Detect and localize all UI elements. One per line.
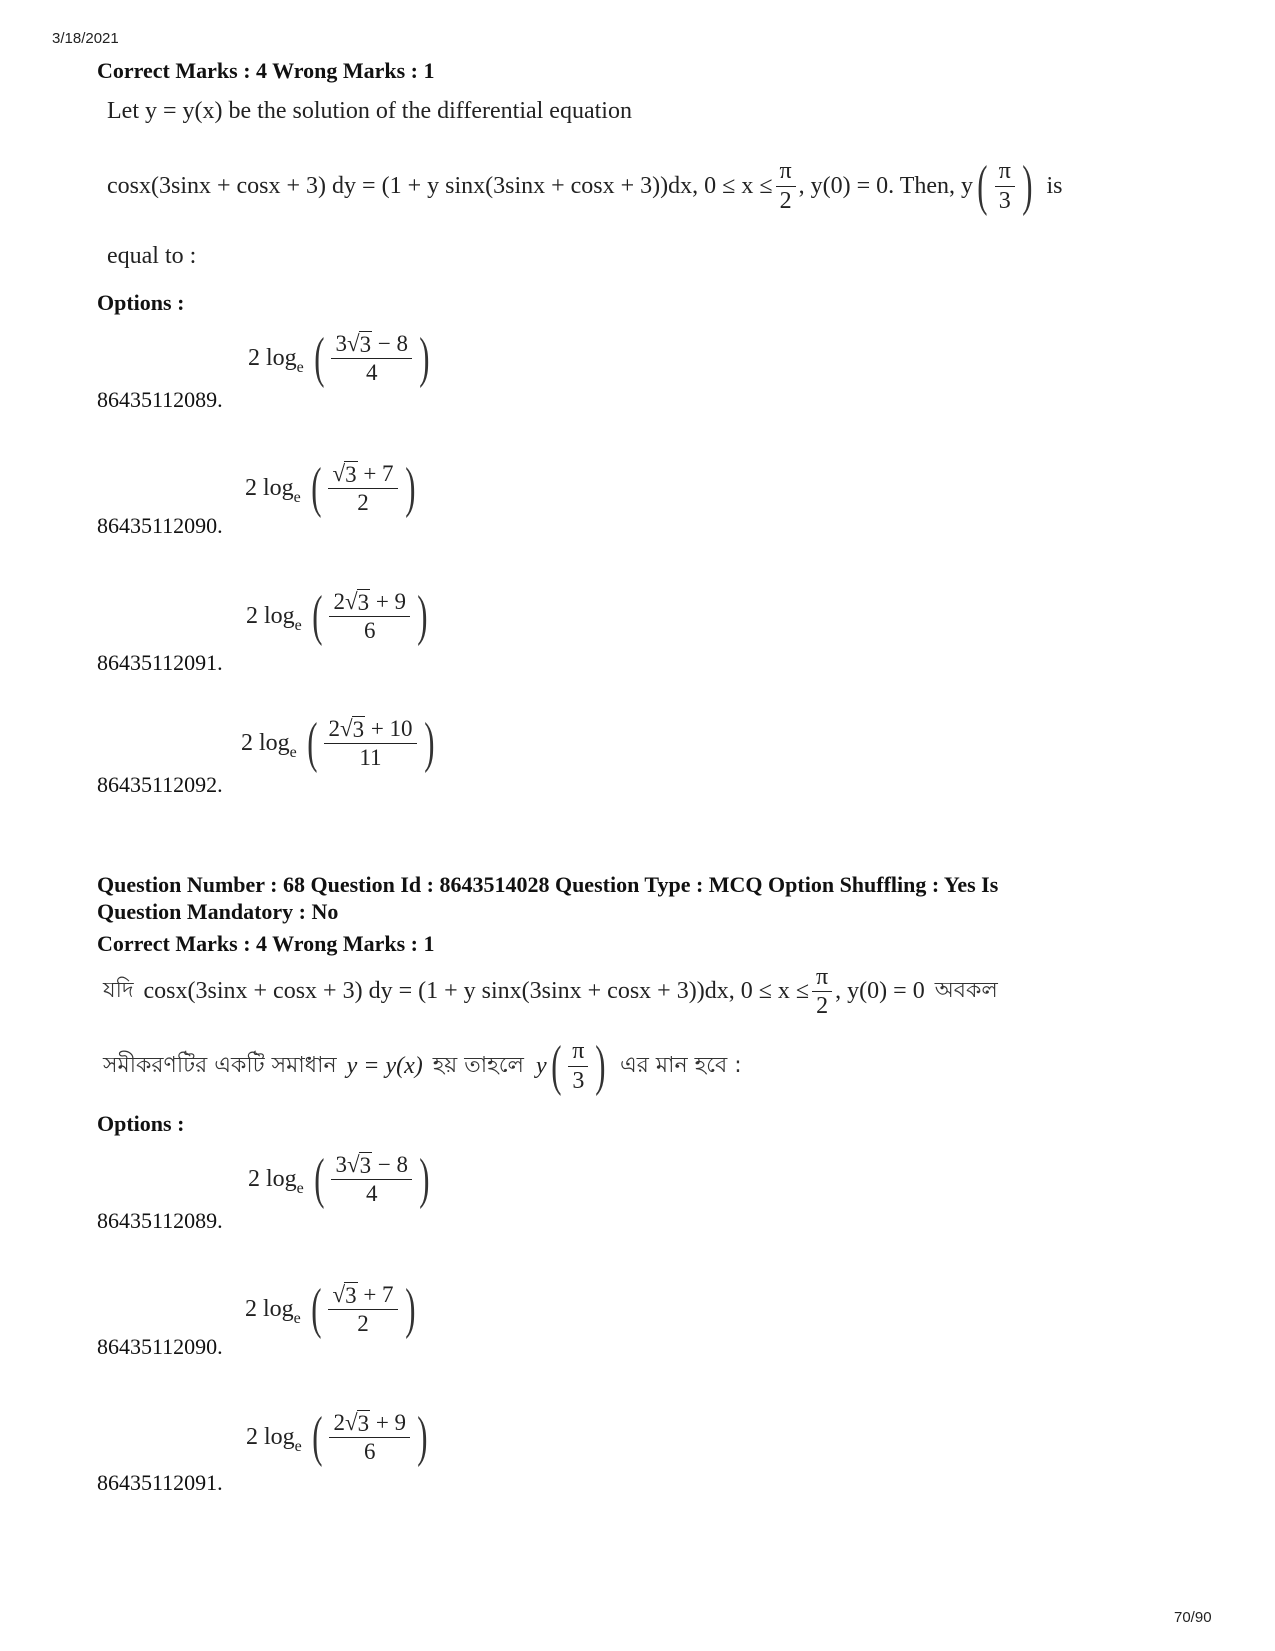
q68-option-3-expression — [246, 1406, 432, 1468]
right-paren: ) — [417, 585, 428, 647]
left-paren: ( — [313, 327, 325, 389]
option-fraction — [331, 1152, 412, 1207]
sqrt-icon: √ 3 — [344, 1409, 370, 1436]
q67-eq-cond: , y(0) = 0. Then, y — [798, 172, 974, 199]
q67-text-line3: equal to : — [107, 243, 197, 269]
left-paren: ( — [306, 712, 318, 774]
q68-mid-eq: y = y(x) — [346, 1052, 423, 1079]
option-coef: 2 log — [245, 474, 294, 501]
fraction-numerator: π — [812, 964, 832, 992]
fraction-denominator: 2 — [357, 1311, 369, 1336]
fraction-denominator: 3 — [572, 1067, 585, 1094]
option-fraction — [328, 461, 397, 516]
q68-eq-cond: , y(0) = 0 — [835, 978, 925, 1005]
option-coef: 2 log — [245, 1295, 294, 1322]
fraction-denominator: 2 — [816, 993, 829, 1020]
fraction-denominator: 4 — [365, 1181, 378, 1206]
option-fraction — [328, 1282, 397, 1337]
q68-header-line2: Question Mandatory : No — [97, 899, 339, 924]
option-fraction — [331, 331, 412, 386]
option-fraction — [329, 1410, 410, 1465]
q68-header-line1: Question Number : 68 Question Id : 8643514028 Question Type : MCQ Option Shuffling : Yes Is — [97, 872, 999, 897]
right-paren: ) — [1022, 155, 1033, 217]
fraction-numerator: 3√ 3 − 8 — [331, 331, 412, 359]
print-date: 3/18/2021 — [52, 30, 119, 47]
left-paren: ( — [310, 1278, 322, 1340]
page-number: 70/90 — [1174, 1609, 1212, 1626]
right-paren: ) — [419, 1148, 430, 1210]
left-paren: ( — [977, 155, 988, 217]
right-paren: ) — [404, 457, 416, 519]
fraction-denominator: 6 — [363, 618, 376, 643]
left-paren: ( — [313, 1148, 325, 1210]
q68-bn-line2a: সমীকরণটির একটি সমাধান — [103, 1052, 337, 1078]
q67-option-1-id: 86435112089. — [97, 387, 223, 412]
q68-option-1-expression — [248, 1148, 434, 1210]
fraction-numerator: 2√ 3 + 10 — [324, 716, 416, 744]
fraction-numerator: √ 3 + 7 — [328, 461, 397, 489]
sqrt-icon: √ 3 — [344, 588, 370, 615]
q68-marks: Correct Marks : 4 Wrong Marks : 1 — [97, 931, 435, 956]
option-coef: 2 log — [246, 1423, 295, 1450]
q68-option-3-id: 86435112091. — [97, 1470, 223, 1495]
option-log-base: e — [296, 358, 304, 376]
right-paren: ) — [419, 327, 430, 389]
option-coef: 2 log — [248, 1165, 297, 1192]
fraction-numerator: π — [995, 158, 1015, 186]
option-coef: 2 log — [248, 344, 297, 371]
q67-eq-lhs: cosx(3sinx + cosx + 3) dy = (1 + y sinx(3sinx + cosx + 3))dx, 0 ≤ x ≤ — [107, 172, 773, 199]
sqrt-icon: √ 3 — [339, 715, 365, 742]
fraction-denominator: 4 — [365, 360, 378, 385]
fraction-numerator: π — [568, 1038, 588, 1066]
q67-option-4-id: 86435112092. — [97, 772, 223, 797]
q68-option-2-id: 86435112090. — [97, 1334, 223, 1359]
fraction-numerator: 2√ 3 + 9 — [329, 589, 410, 617]
right-paren: ) — [595, 1035, 606, 1097]
q67-is: is — [1046, 172, 1063, 199]
sqrt-icon: √ 3 — [346, 1151, 372, 1178]
q68-bn-line2c: এর মান হবে : — [620, 1052, 742, 1078]
option-fraction — [324, 716, 416, 771]
right-paren: ) — [404, 1278, 416, 1340]
q67-text-line1: Let y = y(x) be the solution of the differential equation — [107, 98, 632, 124]
q67-option-1-expression — [248, 327, 434, 389]
q68-y: y — [535, 1052, 547, 1079]
q67-option-3-expression — [246, 585, 432, 647]
fraction-denominator: 11 — [359, 745, 382, 770]
option-log-base: e — [296, 1179, 304, 1197]
q68-bn-diff: অবকল — [934, 978, 998, 1004]
fraction-denominator: 2 — [779, 187, 792, 214]
right-paren: ) — [423, 712, 435, 774]
fraction-numerator: 3√ 3 − 8 — [331, 1152, 412, 1180]
q67-option-2-expression — [245, 457, 419, 519]
left-paren: ( — [311, 585, 323, 647]
q68-bn-line2b: হয় তাহলে — [432, 1052, 524, 1078]
fraction-numerator: 2√ 3 + 9 — [329, 1410, 410, 1438]
q67-pi-over-2 — [776, 158, 796, 214]
fraction-numerator: √ 3 + 7 — [328, 1282, 397, 1310]
left-paren: ( — [310, 457, 322, 519]
option-log-base: e — [294, 616, 302, 634]
q67-equation — [107, 155, 1063, 217]
q67-option-3-id: 86435112091. — [97, 650, 223, 675]
q67-option-2-id: 86435112090. — [97, 513, 223, 538]
fraction-denominator: 3 — [998, 187, 1011, 214]
sqrt-icon: √ 3 — [332, 460, 357, 487]
q68-options-label: Options : — [97, 1111, 185, 1136]
q68-pi-over-2 — [812, 964, 832, 1020]
q67-marks: Correct Marks : 4 Wrong Marks : 1 — [97, 58, 435, 83]
sqrt-icon: √ 3 — [346, 330, 372, 357]
option-coef: 2 log — [241, 729, 290, 756]
option-log-base: e — [289, 743, 297, 761]
left-paren: ( — [550, 1035, 562, 1097]
sqrt-icon: √ 3 — [332, 1281, 357, 1308]
right-paren: ) — [417, 1406, 428, 1468]
q68-bn-if: যদি — [103, 978, 134, 1004]
q68-option-2-expression — [245, 1278, 419, 1340]
q67-option-4-expression — [241, 712, 438, 774]
q68-equation — [103, 964, 998, 1020]
q67-options-label: Options : — [97, 290, 185, 315]
fraction-denominator: 2 — [357, 490, 369, 515]
q68-eq-lhs: cosx(3sinx + cosx + 3) dy = (1 + y sinx(3sinx + cosx + 3))dx, 0 ≤ x ≤ — [143, 978, 810, 1005]
q68-line2 — [103, 1035, 742, 1097]
option-log-base: e — [294, 1437, 302, 1455]
option-log-base: e — [293, 1309, 301, 1327]
q68-option-1-id: 86435112089. — [97, 1208, 223, 1233]
q67-pi-over-3 — [995, 158, 1015, 214]
option-coef: 2 log — [246, 602, 295, 629]
left-paren: ( — [311, 1406, 323, 1468]
option-log-base: e — [293, 488, 301, 506]
fraction-numerator: π — [776, 158, 796, 186]
option-fraction — [329, 589, 410, 644]
fraction-denominator: 6 — [363, 1439, 376, 1464]
q68-pi-over-3 — [568, 1038, 588, 1094]
